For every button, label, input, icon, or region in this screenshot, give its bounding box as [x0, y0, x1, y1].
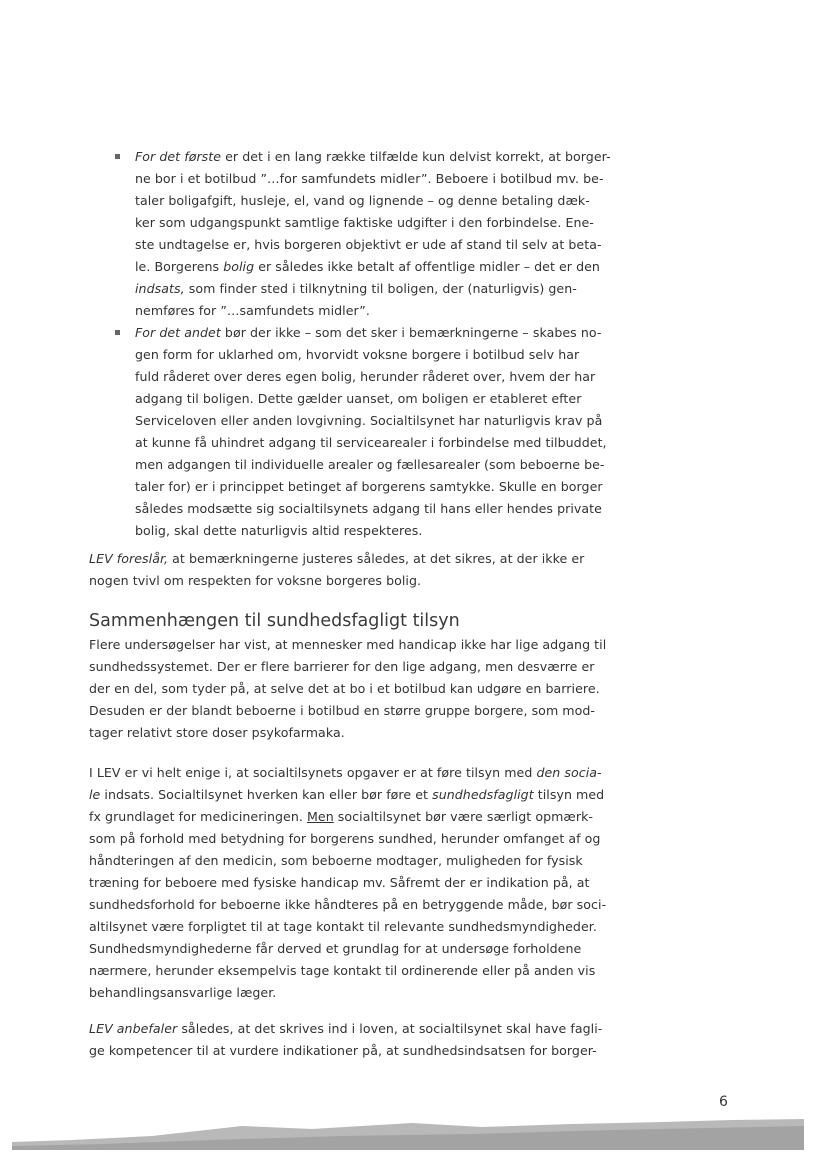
- text-run: nogen tvivl om respekten for voksne borgeres bolig.: [89, 573, 422, 588]
- text-run: håndteringen af den medicin, som beboerne modtager, muligheden for fysisk: [89, 853, 583, 868]
- paragraph-health-barriers: [89, 634, 637, 744]
- paragraph-lev-agreement: [89, 762, 637, 1004]
- text-run: I LEV er vi helt enige i, at socialtilsynets opgaver er at føre tilsyn med: [89, 765, 537, 780]
- emphasis-text: LEV anbefaler: [89, 1021, 178, 1036]
- text-run: Flere undersøgelser har vist, at mennesker med handicap ikke har lige adgang til: [89, 637, 607, 652]
- text-run: er det i en lang række tilfælde kun delvist korrekt, at borger-: [221, 149, 611, 164]
- text-run: men adgangen til individuelle arealer og fællesarealer (som beboerne be-: [135, 457, 605, 472]
- text-run: gen form for uklarhed om, hvorvidt voksne borgere i botilbud selv har: [135, 347, 580, 362]
- emphasis-text: den socia-: [536, 765, 602, 780]
- scan-edge-strip: [12, 1116, 804, 1150]
- page-number: 6: [719, 1094, 728, 1110]
- underlined-text: Men: [307, 809, 334, 824]
- text-run: taler for) er i princippet betinget af borgerens samtykke. Skulle en borger: [135, 479, 603, 494]
- emphasis-text: For det andet: [135, 325, 221, 340]
- emphasis-text: bolig: [223, 259, 255, 274]
- text-run: socialtilsynet bør være særligt opmærk-: [333, 809, 594, 824]
- paragraph-lev-proposal: [89, 548, 637, 592]
- text-run: som finder sted i tilknytning til boligen, der (naturligvis) gen-: [184, 281, 577, 296]
- text-run: behandlingsansvarlige læger.: [89, 985, 277, 1000]
- text-run: er således ikke betalt af offentlige midler – det er den: [254, 259, 600, 274]
- text-run: således, at det skrives ind i loven, at socialtilsynet skal have fagli-: [177, 1021, 603, 1036]
- text-run: ge kompetencer til at vurdere indikationer på, at sundhedsindsatsen for borger-: [89, 1043, 597, 1058]
- emphasis-text: LEV foreslår,: [89, 551, 169, 566]
- bullet-text: [135, 322, 643, 542]
- text-run: le. Borgerens: [135, 259, 224, 274]
- paragraph-lev-recommendation: [89, 1018, 637, 1062]
- text-run: der en del, som tyder på, at selve det at bo i et botilbud kan udgøre en barriere.: [89, 681, 600, 696]
- text-run: som på forhold med betydning for borgerens sundhed, herunder omfanget af og: [89, 831, 601, 846]
- text-run: træning for beboere med fysiske handicap mv. Såfremt der er indikation på, at: [89, 875, 590, 890]
- bullet-item-first: [113, 146, 643, 322]
- text-run: fuld råderet over deres egen bolig, herunder råderet over, hvem der har: [135, 369, 596, 384]
- emphasis-text: sundhedsfagligt: [432, 787, 534, 802]
- text-run: Sundhedsmyndighederne får derved et grundlag for at undersøge forholdene: [89, 941, 582, 956]
- text-run: sundhedsforhold for beboerne ikke håndteres på en betryggende måde, bør soci-: [89, 897, 607, 912]
- text-run: bør der ikke – som det sker i bemærkningerne – skabes no-: [220, 325, 602, 340]
- emphasis-text: indsats,: [135, 281, 185, 296]
- bullet-list: [113, 146, 643, 542]
- bullet-square-icon: [115, 154, 120, 159]
- text-run: bolig, skal dette naturligvis altid respekteres.: [135, 523, 423, 538]
- bullet-text: [135, 146, 643, 322]
- text-run: fx grundlaget for medicineringen.: [89, 809, 307, 824]
- text-run: ste undtagelse er, hvis borgeren objektivt er ude af stand til selv at beta-: [135, 237, 602, 252]
- text-run: Desuden er der blandt beboerne i botilbud en større gruppe borgere, som mod-: [89, 703, 596, 718]
- text-run: Serviceloven eller anden lovgivning. Socialtilsynet har naturligvis krav på: [135, 413, 603, 428]
- text-run: tager relativt store doser psykofarmaka.: [89, 725, 345, 740]
- text-run: således modsætte sig socialtilsynets adgang til hans eller hendes private: [135, 501, 602, 516]
- text-run: ker som udgangspunkt samtlige faktiske udgifter i den forbindelse. Ene-: [135, 215, 594, 230]
- emphasis-text: le: [89, 787, 101, 802]
- section-heading: Sammenhængen til sundhedsfagligt tilsyn: [89, 611, 460, 631]
- text-run: tilsyn med: [533, 787, 605, 802]
- text-run: at kunne få uhindret adgang til servicearealer i forbindelse med tilbuddet,: [135, 435, 607, 450]
- text-run: indsats. Socialtilsynet hverken kan eller bør føre et: [100, 787, 433, 802]
- text-run: nærmere, herunder eksempelvis tage kontakt til ordinerende eller på anden vis: [89, 963, 596, 978]
- emphasis-text: For det første: [135, 149, 222, 164]
- text-run: altilsynet være forpligtet til at tage kontakt til relevante sundhedsmyndigheder.: [89, 919, 597, 934]
- text-run: taler boligafgift, husleje, el, vand og lignende – og denne betaling dæk-: [135, 193, 590, 208]
- text-run: adgang til boligen. Dette gælder uanset, om boligen er etableret efter: [135, 391, 582, 406]
- bullet-item-second: [113, 322, 643, 542]
- bullet-square-icon: [115, 330, 120, 335]
- text-run: at bemærkningerne justeres således, at det sikres, at der ikke er: [168, 551, 585, 566]
- text-run: sundhedssystemet. Der er flere barrierer for den lige adgang, men desværre er: [89, 659, 595, 674]
- text-run: ne bor i et botilbud ”…for samfundets midler”. Beboere i botilbud mv. be-: [135, 171, 604, 186]
- text-run: nemføres for ”…samfundets midler”.: [135, 303, 370, 318]
